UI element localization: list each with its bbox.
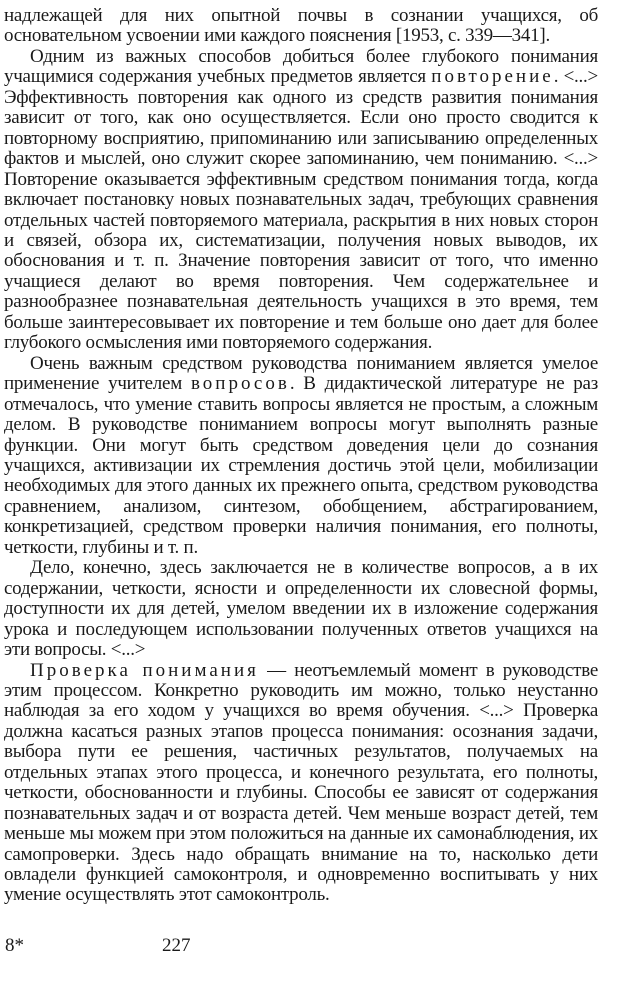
text-run: Дело, конечно, здесь заключается не в количестве вопросов, а в их содержании, четкости, ясности и определенности их словесной формы, доступности их для детей, умелом введении их в изложение содержания урока и последующем использовании полученных ответов учащихся на эти вопросы. <...> xyxy=(4,557,598,661)
page-footer xyxy=(0,935,620,959)
page-text-body xyxy=(0,6,598,906)
emphasized-term: вопросов xyxy=(190,373,290,395)
text-run: Очень важным средством руководства пониманием является умелое применение учителем xyxy=(4,352,598,395)
text-run: . В дидактической литературе не раз отмечалось, что умение ставить вопросы является не простым, а сложным делом. В руководстве пониманием вопросы могут выполнять разные функции. Они могут быть средством доведения цели до сознания учащихся, активизации их стремления достичь этой цели, мобилизации необходимых для этого данных их прежнего опыта, средством руководства сравнением, анализом, синтезом, обобщением, абстрагированием, конкретизацией, средством проверки наличия понимания, его полноты, четкости, глубины и т. п. xyxy=(4,373,598,558)
text-run: Одним из важных способов добиться более глубокого понимания учащимися содержания учебных предметов является xyxy=(4,45,598,88)
paragraph xyxy=(4,6,598,47)
text-run: — неотъемлемый момент в руководстве этим процессом. Конкретно руководить им можно, только неустанно наблюдая за его ходом у учащихся во время обучения. <...> Проверка должна касаться разных этапов процесса понимания: осознания задачи, выбора пути ее решения, частичных результатов, получаемых на отдельных этапах этого процесса, и конечного результата, его полноты, четкости, обоснованности и глубины. Способы ее зависят от содержания познавательных задач и от возраста детей. Чем меньше возраст детей, тем меньше мы можем при этом положиться на данные их самонаблюдения, их самопроверки. Здесь надо обращать внимание на то, насколько дети овладели функцией самоконтроля, и одновременно воспитывать у них умение осуществлять этот самоконтроль. xyxy=(4,659,599,906)
paragraph xyxy=(4,354,598,559)
page-number: 227 xyxy=(162,935,191,956)
paragraph xyxy=(4,47,598,354)
emphasized-term: повторение xyxy=(431,66,554,88)
paragraph xyxy=(4,661,598,906)
emphasized-term: Проверка понимания xyxy=(30,659,259,681)
signature-mark: 8* xyxy=(5,935,24,956)
text-run: надлежащей для них опытной почвы в сознании учащихся, об основательном усвоении ими каждого пояснения [1953, с. 339—341]. xyxy=(4,5,598,47)
text-run: . <...> Эффективность повторения как одного из средств развития понимания зависит от того, как оно осуществляется. Если оно просто сводится к повторному восприятию, припоминанию или записыванию определенных фактов и мыслей, оно служит скорее запоминанию, чем пониманию. <...> Повторение оказывается эффективным средством понимания тогда, когда включает постановку новых познавательных задач, требующих сравнения отдельных частей повторяемого материала, раскрытия в них новых сторон и связей, обзора их, систематизации, получения новых выводов, их обоснования и т. п. Значение повторения зависит от того, что именно учащиеся делают во время повторения. Чем содержательнее и разнообразнее познавательная деятельность учащихся в это время, тем больше заинтересовывает их повторение и тем больше оно дает для более глубокого осмысления ими повторяемого содержания. xyxy=(4,66,599,354)
paragraph xyxy=(4,558,598,660)
